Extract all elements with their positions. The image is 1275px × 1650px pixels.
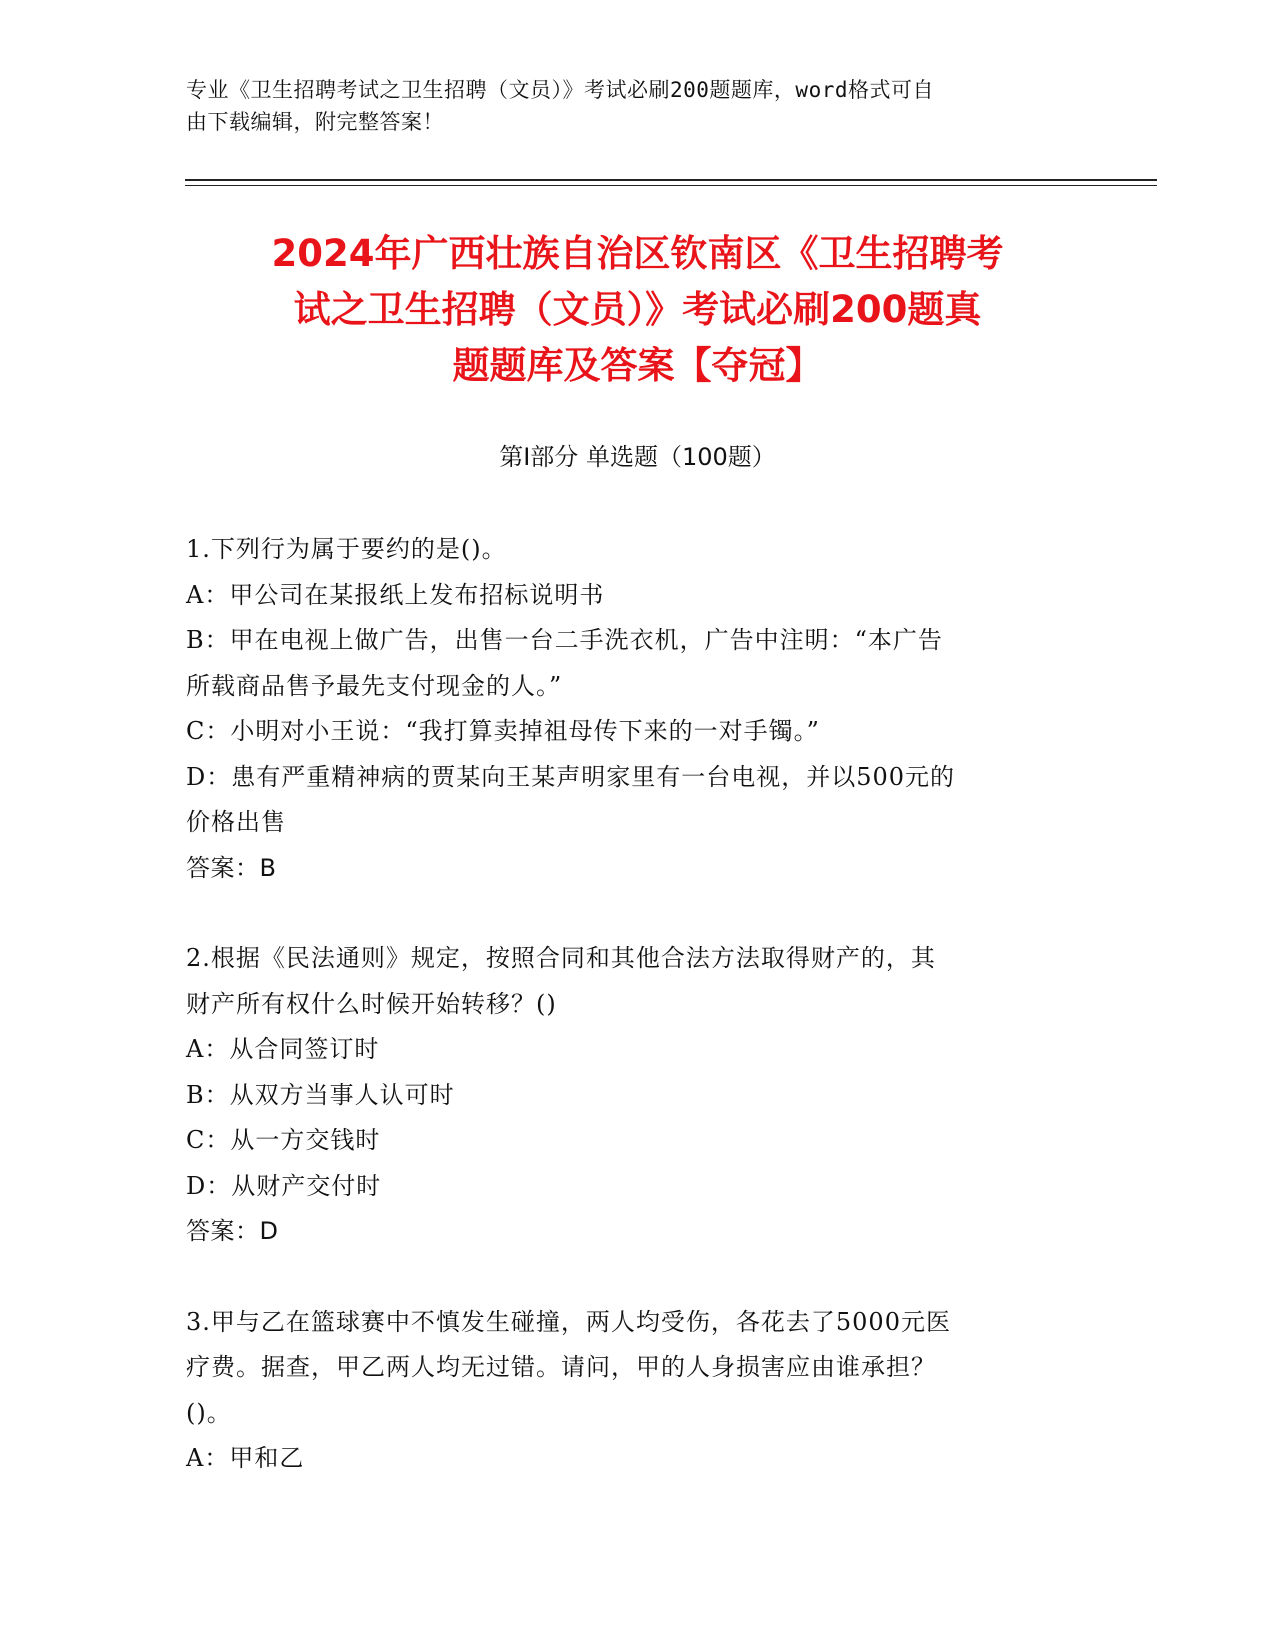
- title-line: 2024年广西壮族自治区钦南区《卫生招聘考: [271, 232, 1004, 275]
- answer-line: 答案：B: [186, 853, 277, 882]
- option-d-continued: 价格出售: [186, 808, 286, 836]
- spacer: [186, 891, 1086, 936]
- question-stem-continued: 财产所有权什么时候开始转移？(): [186, 989, 557, 1018]
- document-title: [170, 226, 1105, 394]
- option-a: A：从合同签订时: [186, 1035, 380, 1063]
- spacer: [186, 1255, 1086, 1300]
- question-block: [186, 1300, 1086, 1482]
- option-b: B：从双方当事人认可时: [186, 1080, 455, 1109]
- option-a: A：甲和乙: [186, 1444, 305, 1472]
- header-divider: [185, 179, 1157, 181]
- option-d: D：患有严重精神病的贾某向王某声明家里有一台电视，并以500元的: [186, 762, 956, 791]
- question-stem: 2.根据《民法通则》规定，按照合同和其他合法方法取得财产的，其: [186, 944, 936, 972]
- header-note: [186, 74, 1066, 138]
- answer-line: 答案：D: [186, 1217, 279, 1245]
- option-c: C：小明对小王说：“我打算卖掉祖母传下来的一对手镯。”: [186, 717, 820, 745]
- question-block: [186, 527, 1086, 891]
- question-stem-continued: ()。: [186, 1398, 232, 1427]
- question-stem-continued: 疗费。据查，甲乙两人均无过错。请问，甲的人身损害应由谁承担？: [186, 1353, 936, 1381]
- option-b: B：甲在电视上做广告，出售一台二手洗衣机，广告中注明：“本广告: [186, 626, 943, 654]
- option-a: A：甲公司在某报纸上发布招标说明书: [186, 580, 605, 609]
- header-divider-thin: [185, 185, 1157, 186]
- question-list: [186, 527, 1086, 1482]
- section-heading: 第Ⅰ部分 单选题（100题）: [499, 443, 776, 471]
- header-note-line: 由下载编辑，附完整答案！: [186, 110, 444, 134]
- option-c: C：从一方交钱时: [186, 1126, 381, 1154]
- question-block: [186, 936, 1086, 1255]
- option-d: D：从财产交付时: [186, 1171, 382, 1200]
- header-note-line: 专业《卫生招聘考试之卫生招聘（文员）》考试必刷200题题库，word格式可自: [186, 78, 934, 102]
- title-line: 试之卫生招聘（文员）》考试必刷200题真: [293, 288, 982, 331]
- option-b-continued: 所载商品售予最先支付现金的人。”: [186, 671, 563, 700]
- question-stem: 1.下列行为属于要约的是()。: [186, 535, 507, 563]
- title-line: 题题库及答案【夺冠】: [452, 344, 823, 387]
- question-stem: 3.甲与乙在篮球赛中不慎发生碰撞，两人均受伤，各花去了5000元医: [186, 1307, 951, 1336]
